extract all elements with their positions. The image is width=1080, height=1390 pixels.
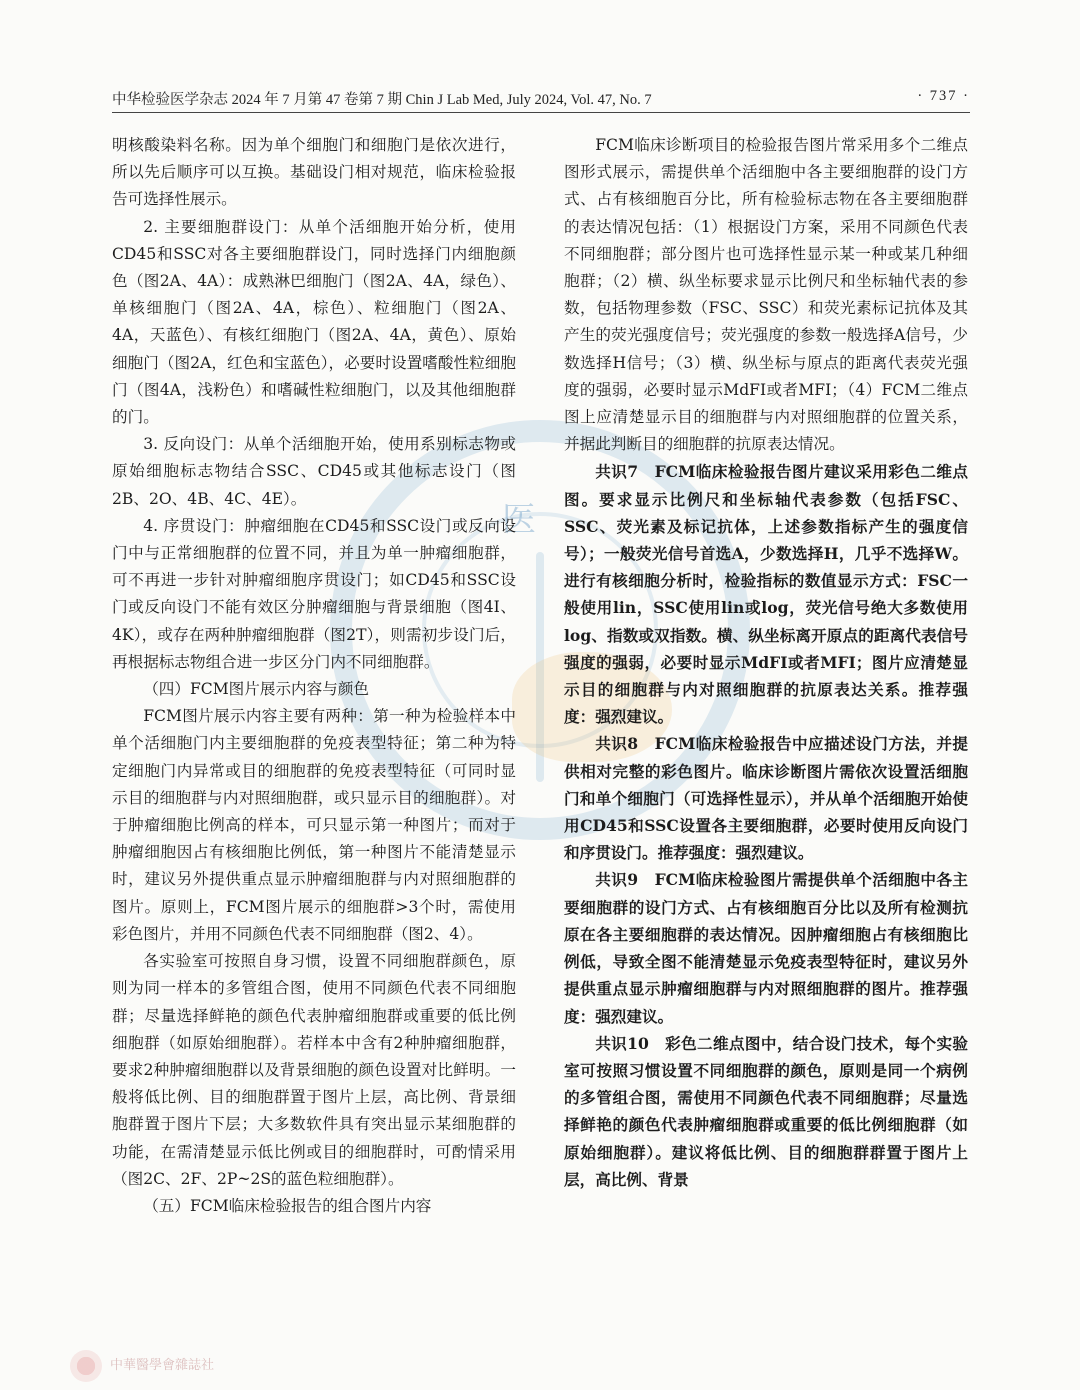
paragraph: 4. 序贯设门：肿瘤细胞在CD45和SSC设门或反向设门中与正常细胞群的位置不同，并且为单一肿瘤细胞群，可不再进一步针对肿瘤细胞序贯设门；如CD45和SSC设门或反向设门不能有效区分肿瘤细胞与背景细胞（图4I、4K），或存在两种肿瘤细胞群（图2T），则需初步设门后，再根据标志物组合进一步区分门内不同细胞群。 [112, 516, 516, 671]
publisher-logo-icon [70, 1350, 102, 1382]
paragraph: （五）FCM临床检验报告的组合图片内容 [143, 1196, 432, 1215]
journal-citation: 中华检验医学杂志 2024 年 7 月第 47 卷第 7 期 Chin J Lab Med, July 2024, Vol. 47, No. 7 [112, 92, 652, 108]
paragraph: 共识7 FCM临床检验报告图片建议采用彩色二维点图。要求显示比例尺和坐标轴代表参数（包括FSC、SSC、荧光素及标记抗体，上述参数指标产生的强度信号）；一般荧光信号首选A，少数选择H，几乎不选择W。进行有核细胞分析时，检验指标的数值显示方式：FSC一般使用lin，SSC使用lin或log，荧光信号绝大多数使用log、指数或双指数。横、纵坐标离开原点的距离代表信号强度的强弱，必要时显示MdFI或者MFI；图片应清楚显示目的细胞群与内对照细胞群的抗原表达关系。推荐强度：强烈建议。 [564, 462, 968, 727]
paragraph: 共识10 彩色二维点图中，结合设门技术，每个实验室可按照习惯设置不同细胞群的颜色，原则是同一个病例的多管组合图，需使用不同颜色代表不同细胞群；尽量选择鲜艳的颜色代表肿瘤细胞群或重要的低比例细胞群（如原始细胞群）。建议将低比例、目的细胞群群置于图片上层，高比例、背景 [564, 1033, 968, 1189]
right-text-column [564, 132, 968, 1193]
header-rule [112, 112, 970, 113]
paragraph: FCM图片展示内容主要有两种：第一种为检验样本中单个活细胞门内主要细胞群的免疫表型特征；第二种为特定细胞门内异常或目的细胞群的免疫表型特征（可同时显示目的细胞群与内对照细胞群，或只显示目的细胞群）。对于肿瘤细胞比例高的样本，可只显示第一种图片；而对于肿瘤细胞因占有核细胞比例低，第一种图片不能清楚显示时，建议另外提供重点显示肿瘤细胞群与内对照细胞群的图片。原则上，FCM图片展示的细胞群>3个时，需使用彩色图片，并用不同颜色代表不同细胞群（图2、4）。 [112, 707, 516, 943]
page-number: · 737 · [917, 88, 970, 104]
left-text-column [112, 132, 516, 1220]
paragraph: 共识9 FCM临床检验图片需提供单个活细胞中各主要细胞群的设门方式、占有核细胞百分比以及所有检测抗原在各主要细胞群的表达情况。因肿瘤细胞占有核细胞比例低，导致全图不能清楚显示免疫表型特征时，建议另外提供重点显示肿瘤细胞群与内对照细胞群的图片。推荐强度：强烈建议。 [564, 870, 968, 1026]
running-header [112, 84, 970, 112]
paragraph: 共识8 FCM临床检验报告中应描述设门方法，并提供相对完整的彩色图片。临床诊断图片需依次设置活细胞门和单个细胞门（可选择性显示），并从单个活细胞开始使用CD45和SSC设置各主要细胞群，必要时使用反向设门和序贯设门。推荐强度：强烈建议。 [564, 734, 968, 863]
paragraph: 各实验室可按照自身习惯，设置不同细胞群颜色，原则为同一样本的多管组合图，使用不同颜色代表不同细胞群；尽量选择鲜艳的颜色代表肿瘤细胞群或重要的低比例细胞群（如原始细胞群）。若样本中含有2种肿瘤细胞群，要求2种肿瘤细胞群以及背景细胞的颜色设置对比鲜明。一般将低比例、目的细胞群置于图片上层，高比例、背景细胞群置于图片下层；大多数软件具有突出显示某细胞群的功能，在需清楚显示低比例或目的细胞群时，可酌情采用（图2C、2F、2P~2S的蓝色粒细胞群）。 [112, 952, 516, 1188]
seal-glyph: 医 [502, 500, 536, 540]
paragraph: 2. 主要细胞群设门：从单个活细胞开始分析，使用CD45和SSC对各主要细胞群设门，同时选择门内细胞颜色（图2A、4A）：成熟淋巴细胞门（图2A、4A，绿色）、单核细胞门（图2A、4A，棕色）、粒细胞门（图2A、4A，天蓝色）、有核红细胞门（图2A、4A，黄色）、原始细胞门（图2A，红色和宝蓝色），必要时设置嗜酸性粒细胞门（图4A，浅粉色）和嗜碱性粒细胞门，以及其他细胞群的门。 [112, 217, 516, 427]
paragraph: 明核酸染料名称。因为单个细胞门和细胞门是依次进行，所以先后顺序可以互换。基础设门相对规范，临床检验报告可选择性展示。 [112, 136, 516, 209]
paragraph: （四）FCM图片展示内容与颜色 [143, 680, 370, 699]
caduceus-staff-icon [536, 552, 544, 782]
paragraph: 3. 反向设门：从单个活细胞开始，使用系别标志物或原始细胞标志物结合SSC、CD45或其他标志设门（图2B、2O、4B、4C、4E）。 [112, 435, 516, 508]
publisher-watermark: 中華醫學會雜誌社 [110, 1358, 215, 1373]
paragraph: FCM临床诊断项目的检验报告图片常采用多个二维点图形式展示，需提供单个活细胞中各主要细胞群的设门方式、占有核细胞百分比，所有检验标志物在各主要细胞群的表达情况包括：（1）根据设门方案，采用不同颜色代表不同细胞群；部分图片也可选择性显示某一种或某几种细胞群；（2）横、纵坐标要求显示比例尺和坐标轴代表的参数，包括物理参数（FSC、SSC）和荧光素标记抗体及其产生的荧光强度信号；荧光强度的参数一般选择A信号，少数选择H信号；（3）横、纵坐标与原点的距离代表荧光强度的强弱，必要时显示MdFI或者MFI；（4）FCM二维点图上应清楚显示目的细胞群与内对照细胞群的位置关系，并据此判断目的细胞群的抗原表达情况。 [564, 136, 968, 454]
